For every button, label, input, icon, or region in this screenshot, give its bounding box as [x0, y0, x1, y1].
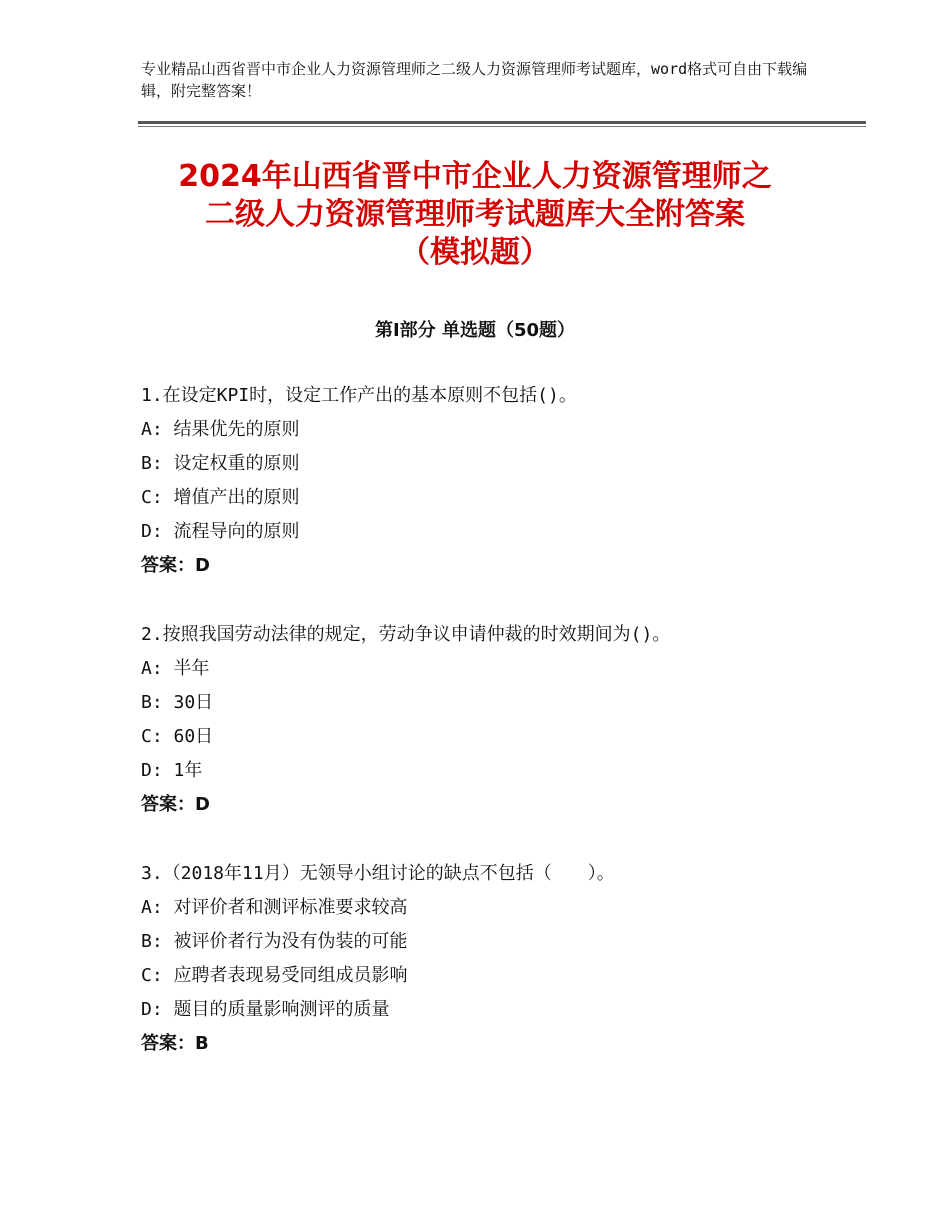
option-c: C: 60日: [141, 726, 214, 747]
header-rule-thin: [138, 126, 866, 127]
option-a: A: 对评价者和测评标准要求较高: [141, 897, 408, 918]
option-b: B: 被评价者行为没有伪装的可能: [141, 931, 408, 952]
question-stem: 2.按照我国劳动法律的规定，劳动争议申请仲裁的时效期间为()。: [141, 624, 671, 645]
question-1: [141, 379, 841, 583]
option-d: D: 题目的质量影响测评的质量: [141, 999, 390, 1020]
option-b: B: 30日: [141, 692, 214, 713]
question-stem: 1.在设定KPI时，设定工作产出的基本原则不包括()。: [141, 385, 577, 406]
answer: 答案：B: [141, 1033, 209, 1054]
option-d: D: 流程导向的原则: [141, 521, 300, 542]
question-stem: 3.（2018年11月）无领导小组讨论的缺点不包括（ ）。: [141, 863, 615, 884]
option-b: B: 设定权重的原则: [141, 453, 300, 474]
answer: 答案：D: [141, 555, 210, 576]
header-rule-thick: [138, 121, 866, 124]
option-c: C: 应聘者表现易受同组成员影响: [141, 965, 408, 986]
title-line-3: （模拟题）: [400, 235, 550, 270]
option-d: D: 1年: [141, 760, 203, 781]
question-3: [141, 857, 841, 1061]
option-c: C: 增值产出的原则: [141, 487, 300, 508]
section-title: 第Ⅰ部分 单选题（50题）: [374, 320, 575, 341]
option-a: A: 结果优先的原则: [141, 419, 300, 440]
question-2: [141, 618, 841, 822]
document-title: [100, 158, 850, 272]
header-note: 专业精品山西省晋中市企业人力资源管理师之二级人力资源管理师考试题库，word格式可自由下载编辑，附完整答案！: [141, 60, 808, 100]
title-line-2: 二级人力资源管理师考试题库大全附答案: [205, 197, 745, 232]
answer: 答案：D: [141, 794, 210, 815]
title-line-1: 2024年山西省晋中市企业人力资源管理师之: [178, 159, 772, 194]
option-a: A: 半年: [141, 658, 210, 679]
